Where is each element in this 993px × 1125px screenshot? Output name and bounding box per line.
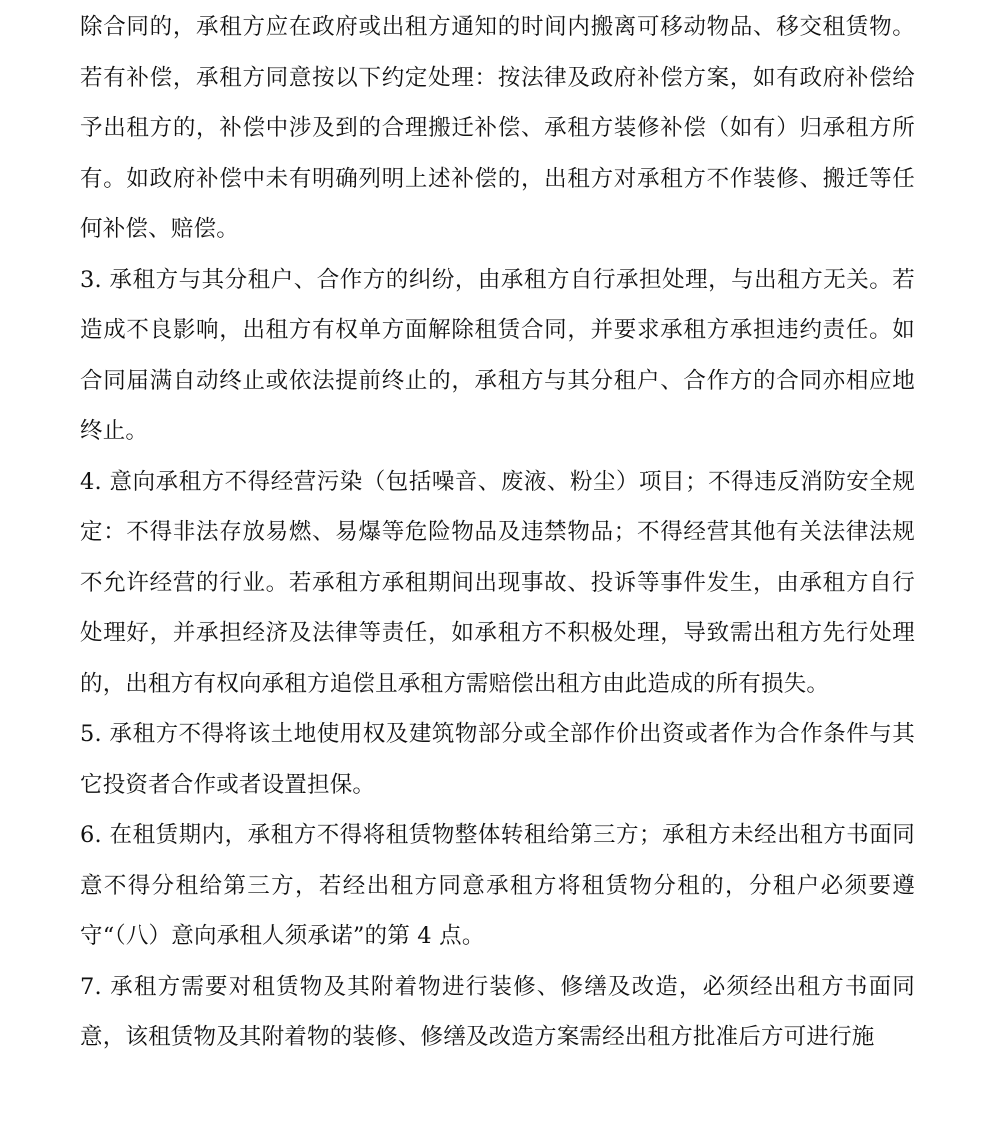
paragraph-item-6: 6. 在租赁期内，承租方不得将租赁物整体转租给第三方；承租方未经出租方书面同意不得分租给第三方，若经出租方同意承租方将租赁物分租的，分租户必须要遵守“（八）意向承租人须承诺”的第 4 点。 — [80, 822, 915, 949]
paragraph-item-4: 4. 意向承租方不得经营污染（包括噪音、废液、粉尘）项目；不得违反消防安全规定：不得非法存放易燃、易爆等危险物品及违禁物品；不得经营其他有关法律法规不允许经营的行业。若承租方承租期间出现事故、投诉等事件发生，由承租方自行处理好，并承担经济及法律等责任，如承租方不积极处理，导致需出租方先行处理的，出租方有权向承租方追偿且承租方需赔偿出租方由此造成的所有损失。 — [80, 468, 915, 697]
paragraph-item-3: 3. 承租方与其分租户、合作方的纠纷，由承租方自行承担处理，与出租方无关。若造成不良影响，出租方有权单方面解除租赁合同，并要求承租方承担违约责任。如合同届满自动终止或依法提前终止的，承租方与其分租户、合作方的合同亦相应地终止。 — [80, 266, 915, 444]
document-body — [80, 0, 915, 1063]
paragraph-item-5: 5. 承租方不得将该土地使用权及建筑物部分或全部作价出资或者作为合作条件与其它投资者合作或者设置担保。 — [80, 721, 915, 798]
paragraph-termination-relocation: 除合同的，承租方应在政府或出租方通知的时间内搬离可移动物品、移交租赁物。若有补偿，承租方同意按以下约定处理：按法律及政府补偿方案，如有政府补偿给予出租方的，补偿中涉及到的合理搬迁补偿、承租方装修补偿（如有）归承租方所有。如政府补偿中未有明确列明上述补偿的，出租方对承租方不作装修、搬迁等任何补偿、赔偿。 — [80, 14, 915, 242]
paragraph-item-7: 7. 承租方需要对租赁物及其附着物进行装修、修缮及改造，必须经出租方书面同意，该租赁物及其附着物的装修、修缮及改造方案需经出租方批准后方可进行施 — [80, 973, 915, 1050]
